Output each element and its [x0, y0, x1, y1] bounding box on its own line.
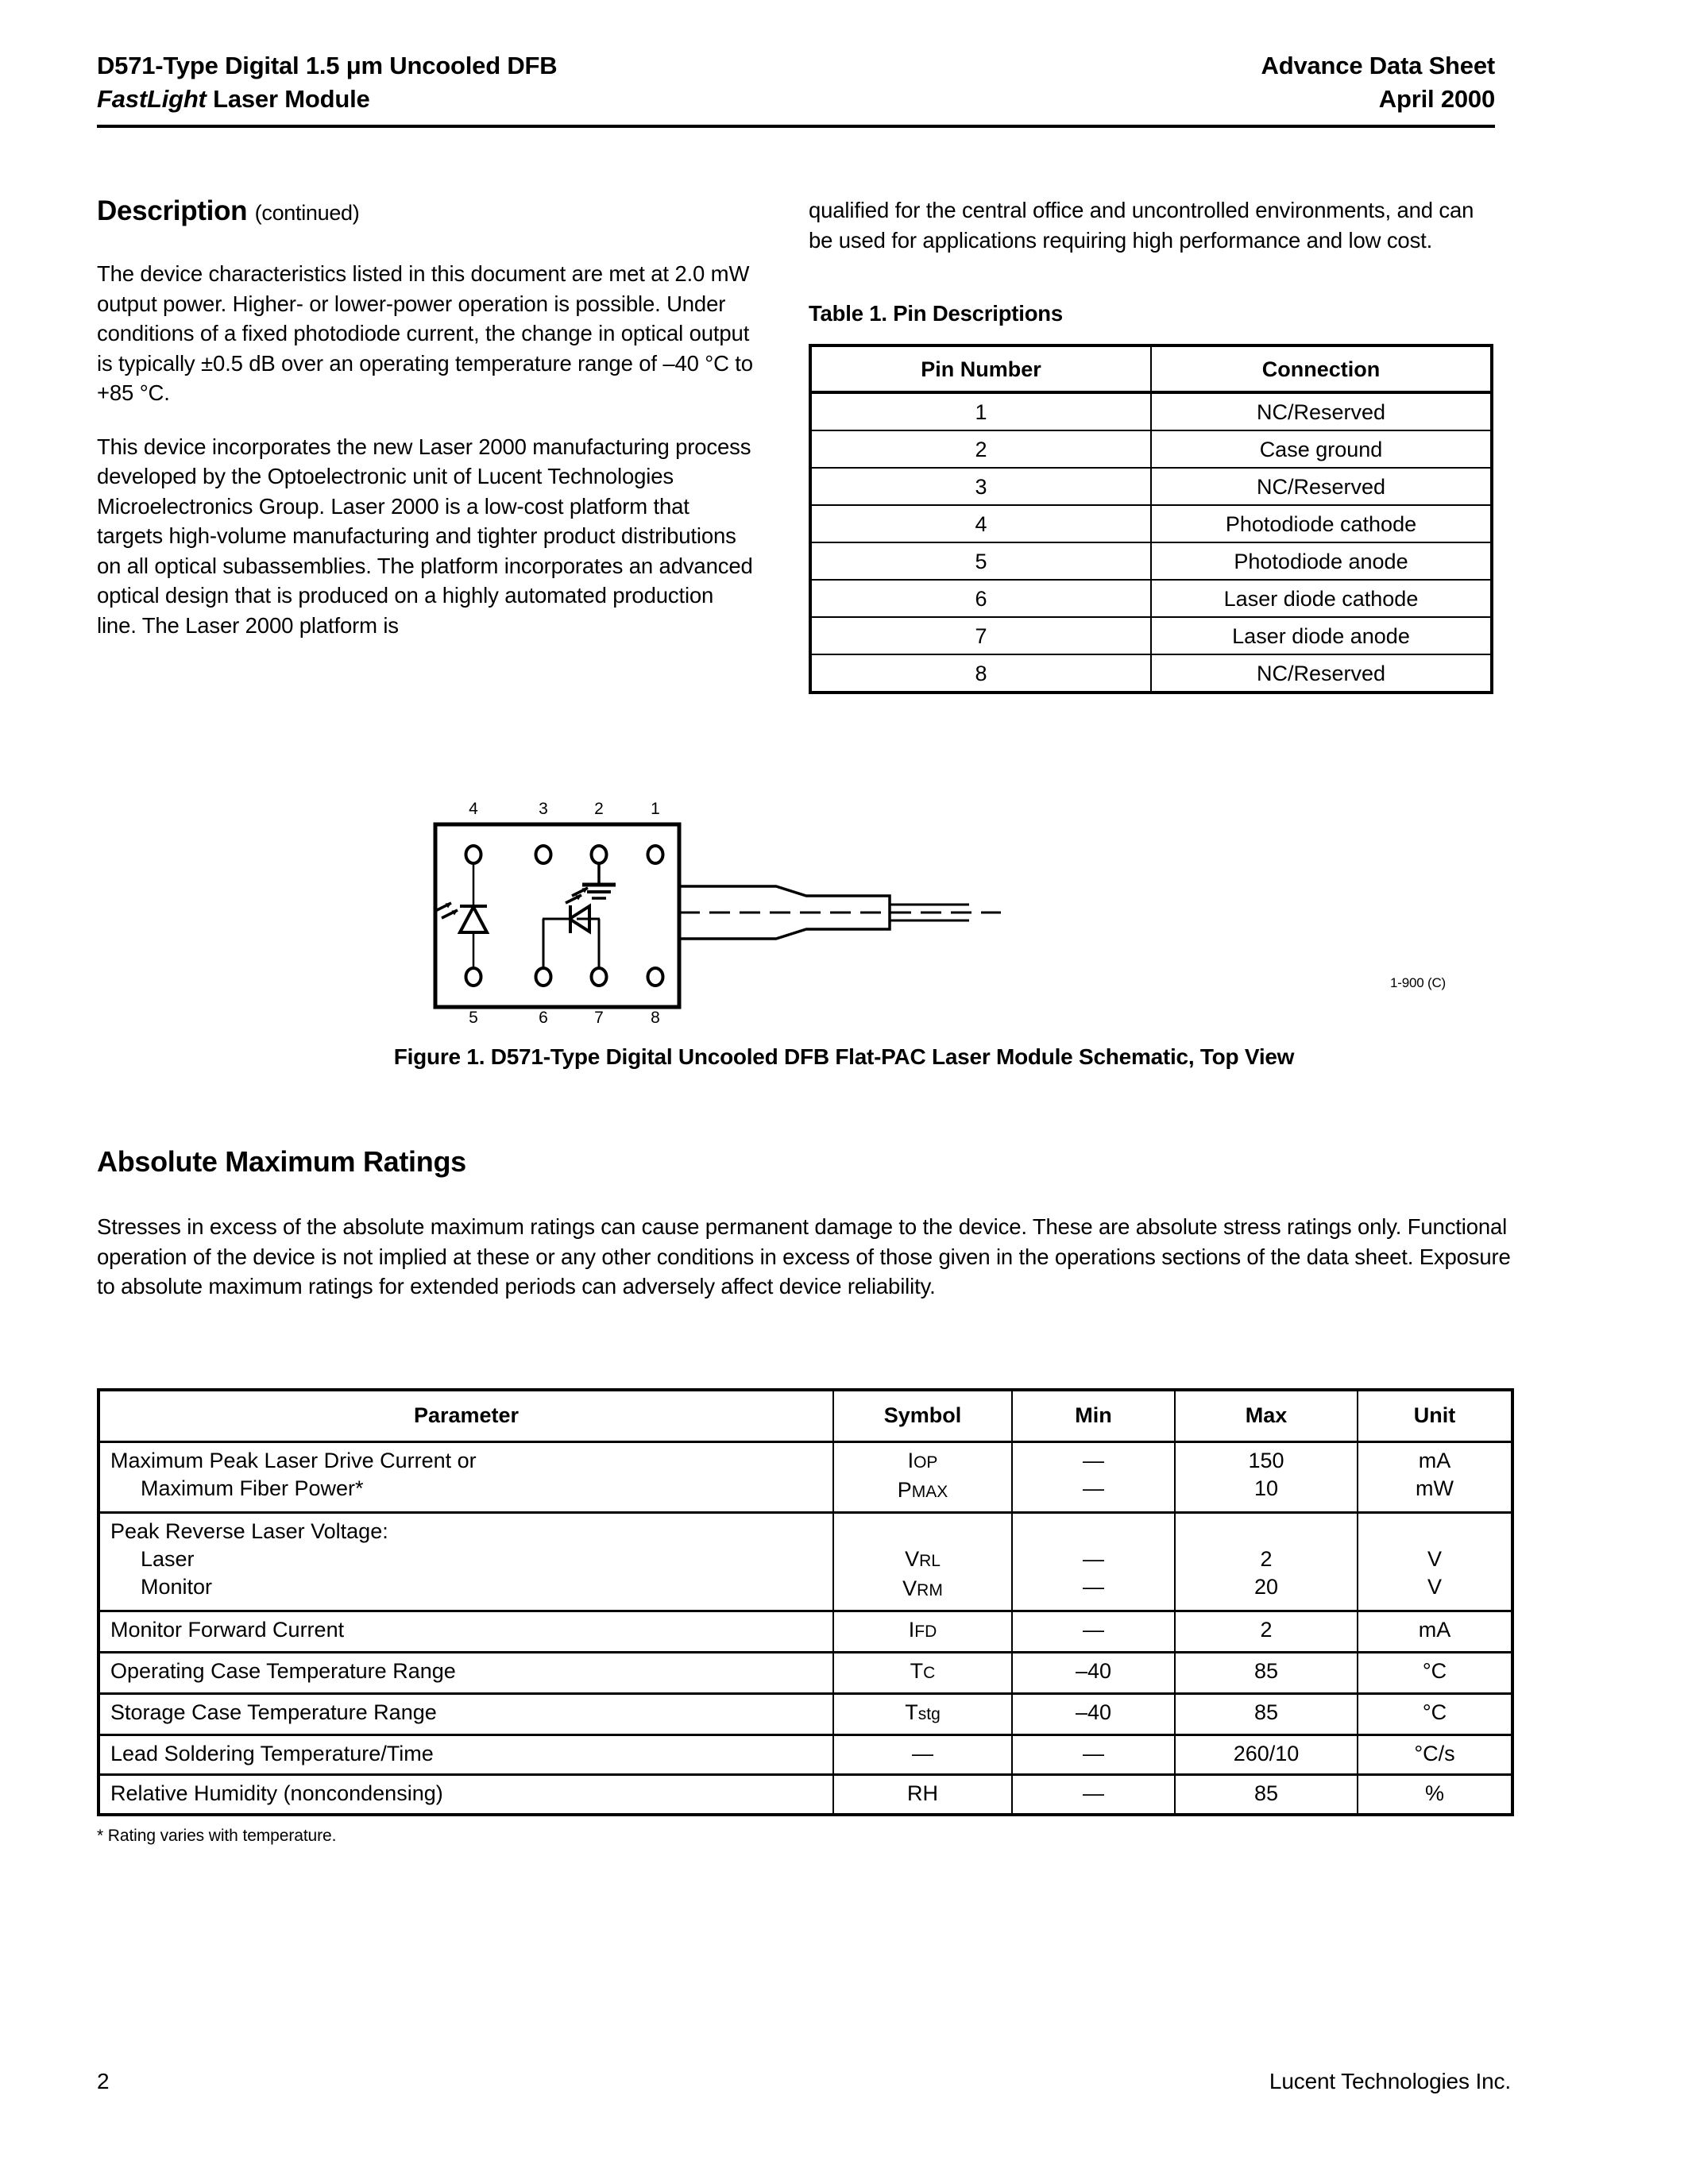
pin-number-cell: 4 [810, 505, 1151, 542]
pin-connection-cell: Photodiode anode [1151, 542, 1492, 580]
ratings-parameter-line: Peak Reverse Laser Voltage: [110, 1519, 388, 1543]
ratings-unit-cell [1358, 1442, 1512, 1513]
pin-label-top-1: 1 [651, 800, 660, 818]
ratings-max-cell [1175, 1694, 1358, 1735]
pin-table-head [810, 345, 1492, 392]
description-heading-continued: (continued) [254, 201, 360, 225]
ratings-min-cell [1012, 1653, 1175, 1694]
figure-1-caption: Figure 1. D571-Type Digital Uncooled DFB Flat-PAC Laser Module Schematic, Top View [393, 1044, 1295, 1069]
pad-3-icon [536, 846, 551, 863]
header-module-text: Laser Module [206, 85, 370, 113]
pad-1-icon [648, 846, 663, 863]
ratings-symbol-line: PMAX [897, 1478, 948, 1502]
ratings-table-wrap [97, 1388, 1511, 1816]
pin-table-col-pin-number: Pin Number [810, 345, 1151, 392]
photodiode-symbol-icon [435, 863, 487, 968]
ratings-parameter-line: Laser [141, 1547, 195, 1571]
left-column [97, 195, 756, 640]
laser-diode-symbol-icon [543, 888, 600, 968]
ratings-min-line: –40 [1075, 1700, 1112, 1724]
ratings-footnote: * Rating varies with temperature. [97, 1827, 337, 1845]
ratings-col-min: Min [1012, 1390, 1175, 1442]
ratings-unit-cell [1358, 1694, 1512, 1735]
header-brand-name: FastLight [97, 85, 207, 113]
ratings-parameter-line: Monitor Forward Current [110, 1618, 345, 1642]
ratings-symbol-cell [833, 1735, 1012, 1775]
ratings-min-line: — [1083, 1476, 1104, 1500]
description-heading [97, 195, 756, 229]
ratings-parameter-cell [98, 1442, 833, 1513]
ratings-col-unit: Unit [1358, 1390, 1512, 1442]
pin-table-col-connection: Connection [1151, 345, 1492, 392]
ratings-symbol-subscript: MAX [911, 1483, 948, 1501]
ratings-min-cell [1012, 1513, 1175, 1611]
pin-label-top-2: 2 [594, 800, 604, 818]
pin-descriptions-table [809, 344, 1493, 694]
laser-module-schematic [413, 794, 1112, 1024]
pad-8-icon [648, 968, 663, 986]
ratings-max-line: 85 [1253, 1659, 1279, 1683]
pin-connection-cell: Laser diode cathode [1151, 580, 1492, 617]
ratings-max-cell [1175, 1513, 1358, 1611]
ratings-min-line: — [1083, 1449, 1104, 1472]
page-number: 2 [97, 2069, 110, 2093]
ratings-symbol-subscript: RL [919, 1552, 941, 1570]
page-footer [97, 2069, 1511, 2094]
schematic-svg [413, 794, 1112, 1024]
header-product-pre: D571-Type Digital 1.5 [97, 52, 346, 79]
header-doc-type: Advance Data Sheet [1261, 52, 1495, 79]
pin-connection-cell: NC/Reserved [1151, 654, 1492, 693]
ratings-symbol-subscript: OP [914, 1453, 938, 1472]
ratings-symbol-subscript: C [923, 1664, 936, 1682]
pin-connection-cell: Photodiode cathode [1151, 505, 1492, 542]
pin-label-bottom-8: 8 [651, 1009, 660, 1024]
ratings-col-max: Max [1175, 1390, 1358, 1442]
header-product-line2 [97, 83, 370, 116]
pin-number-cell: 6 [810, 580, 1151, 617]
header-row-1 [97, 49, 1495, 83]
ratings-max-line: 10 [1253, 1476, 1279, 1500]
table-row [98, 1694, 1512, 1735]
pad-5-icon [466, 968, 481, 986]
table-row [98, 1442, 1512, 1513]
ratings-min-line [1013, 1518, 1174, 1545]
ratings-max-line: 85 [1253, 1781, 1279, 1805]
absolute-max-heading: Absolute Maximum Ratings [97, 1145, 466, 1178]
ratings-symbol-line: — [912, 1742, 933, 1765]
ground-symbol-icon [582, 863, 616, 898]
table-row [810, 505, 1492, 542]
ratings-symbol-subscript: RM [917, 1581, 943, 1599]
table-row [810, 580, 1492, 617]
ratings-parameter-line: Lead Soldering Temperature/Time [110, 1742, 434, 1765]
ratings-max-cell [1175, 1775, 1358, 1815]
table-row [810, 468, 1492, 505]
ratings-parameter-cell [98, 1694, 833, 1735]
ratings-table-header-row [98, 1390, 1512, 1442]
page-header [97, 49, 1495, 128]
pin-connection-cell: NC/Reserved [1151, 392, 1492, 430]
pin-number-cell: 8 [810, 654, 1151, 693]
pin-number-cell: 3 [810, 468, 1151, 505]
ratings-symbol-line: RH [907, 1781, 938, 1805]
ratings-parameter-cell [98, 1513, 833, 1611]
pin-label-bottom-5: 5 [469, 1009, 478, 1024]
ratings-unit-line: °C [1422, 1700, 1447, 1724]
description-paragraph-2: This device incorporates the new Laser 2000 manufacturing process developed by the Optoelectronic unit of Lucent Technologies Microelectronics Group. Laser 2000 is a low-cost platform that targets high-volume manufacturing and tighter product distributions on all optical subassemblies. The platform incorporates an advanced optical design that is produced on a highly automated production line. The Laser 2000 platform is [97, 434, 753, 638]
pad-6-icon [536, 968, 551, 986]
description-paragraph-1: The device characteristics listed in this document are met at 2.0 mW output power. Higher- or lower-power operation is possible. Under conditions of a fixed photodiode current, the change in optical output is typically ±0.5 dB over an operating temperature range of –40 °C to +85 °C. [97, 261, 753, 405]
table-row [810, 654, 1492, 693]
ratings-parameter-line: Operating Case Temperature Range [110, 1659, 456, 1683]
ratings-symbol-line: IFD [908, 1618, 937, 1642]
ratings-max-cell [1175, 1442, 1358, 1513]
ratings-max-line: 85 [1253, 1700, 1279, 1724]
pin-table-header-row [810, 345, 1492, 392]
ratings-unit-cell [1358, 1513, 1512, 1611]
table-row [810, 430, 1492, 468]
ratings-parameter-cell [98, 1775, 833, 1815]
figure-source-code: 1-900 (C) [1390, 975, 1447, 990]
header-product-line1 [97, 49, 557, 83]
pad-4-icon [466, 846, 481, 863]
absolute-max-paragraph: Stresses in excess of the absolute maximum ratings can cause permanent damage to the device. These are absolute stress ratings only. Functional operation of the device is not implied at these or any other conditions in excess of those given in the operations sections of the data sheet. Exposure to absolute maximum ratings for extended periods can adversely affect device reliability. [97, 1214, 1511, 1298]
ratings-symbol-cell [833, 1611, 1012, 1653]
ratings-symbol-cell [833, 1513, 1012, 1611]
ratings-min-cell [1012, 1775, 1175, 1815]
ratings-max-cell [1175, 1611, 1358, 1653]
right-column [809, 195, 1493, 694]
description-heading-text: Description [97, 195, 248, 226]
package-body-outline [435, 824, 679, 1007]
ratings-min-cell [1012, 1735, 1175, 1775]
ratings-unit-line: V [1427, 1575, 1442, 1599]
ratings-symbol-subscript: stg [917, 1705, 941, 1723]
header-row-2 [97, 83, 1495, 116]
ratings-min-line: — [1083, 1742, 1104, 1765]
ratings-min-line: — [1083, 1547, 1104, 1571]
ratings-symbol-cell [833, 1442, 1012, 1513]
ratings-max-line: 260/10 [1233, 1742, 1300, 1765]
ratings-min-cell [1012, 1694, 1175, 1735]
ratings-unit-line: % [1424, 1781, 1444, 1805]
ratings-max-line: 2 [1260, 1618, 1273, 1642]
ratings-unit-cell [1358, 1775, 1512, 1815]
ratings-symbol-cell [833, 1775, 1012, 1815]
ratings-min-cell [1012, 1442, 1175, 1513]
ratings-parameter-cell [98, 1653, 833, 1694]
ratings-max-line [1176, 1518, 1357, 1545]
ratings-unit-cell [1358, 1611, 1512, 1653]
ratings-unit-line: mA [1418, 1449, 1451, 1472]
ratings-max-line: 20 [1253, 1575, 1279, 1599]
header-product-post: Uncooled DFB [382, 52, 558, 79]
pin-label-bottom-6: 6 [539, 1009, 548, 1024]
ratings-symbol-cell [833, 1653, 1012, 1694]
ratings-parameter-line: Monitor [141, 1575, 213, 1599]
table-row [98, 1513, 1512, 1611]
absolute-maximum-ratings-section [97, 1145, 1511, 1302]
header-date: April 2000 [1378, 85, 1495, 113]
pin-number-cell: 1 [810, 392, 1151, 430]
table-row [98, 1611, 1512, 1653]
ratings-unit-line: V [1427, 1547, 1442, 1571]
pad-2-icon [592, 846, 607, 863]
ratings-parameter-line: Maximum Fiber Power* [141, 1476, 364, 1500]
pin-number-cell: 2 [810, 430, 1151, 468]
table-row [98, 1653, 1512, 1694]
ratings-parameter-cell [98, 1735, 833, 1775]
ratings-unit-line: °C/s [1414, 1742, 1455, 1765]
ratings-unit-line [1358, 1518, 1511, 1545]
ratings-min-line: –40 [1075, 1659, 1112, 1683]
ratings-max-line: 150 [1248, 1449, 1284, 1472]
ratings-symbol-cell [833, 1694, 1012, 1735]
table-row [810, 392, 1492, 430]
ratings-col-symbol: Symbol [833, 1390, 1012, 1442]
ratings-min-cell [1012, 1611, 1175, 1653]
ratings-max-cell [1175, 1653, 1358, 1694]
ratings-table-head [98, 1390, 1512, 1442]
ratings-unit-line: mA [1418, 1618, 1451, 1642]
ratings-symbol-subscript: FD [914, 1623, 937, 1641]
ratings-parameter-cell [98, 1611, 833, 1653]
ratings-min-line: — [1083, 1618, 1104, 1642]
ratings-unit-cell [1358, 1735, 1512, 1775]
ratings-col-parameter: Parameter [98, 1390, 833, 1442]
ratings-symbol-line [834, 1518, 1011, 1545]
pin-number-cell: 7 [810, 617, 1151, 654]
header-divider [97, 125, 1495, 128]
ratings-unit-cell [1358, 1653, 1512, 1694]
pin-label-bottom-7: 7 [594, 1009, 604, 1024]
table-row [98, 1775, 1512, 1815]
ratings-symbol-line: VRL [905, 1547, 941, 1571]
ratings-max-line: 2 [1260, 1547, 1273, 1571]
ratings-table-body [98, 1442, 1512, 1815]
ratings-unit-line: mW [1416, 1476, 1454, 1500]
description-paragraph-3: qualified for the central office and uncontrolled environments, and can be used for applications requiring high performance and low cost. [809, 198, 1474, 253]
ratings-min-line: — [1083, 1781, 1104, 1805]
ratings-symbol-line: TC [910, 1659, 936, 1683]
ratings-min-line: — [1083, 1575, 1104, 1599]
pad-7-icon [592, 968, 607, 986]
ratings-unit-line: °C [1422, 1659, 1447, 1683]
pin-label-top-4: 4 [469, 800, 478, 818]
table-row [810, 617, 1492, 654]
ratings-symbol-line: VRM [902, 1576, 943, 1600]
pin-connection-cell: Case ground [1151, 430, 1492, 468]
pin-table-title: Table 1. Pin Descriptions [809, 301, 1063, 326]
ratings-symbol-line: Tstg [905, 1700, 941, 1724]
pin-table-body [810, 392, 1492, 693]
footer-company: Lucent Technologies Inc. [1269, 2069, 1511, 2093]
pin-number-cell: 5 [810, 542, 1151, 580]
absolute-maximum-ratings-table [97, 1388, 1514, 1816]
ratings-parameter-line: Storage Case Temperature Range [110, 1700, 437, 1724]
ratings-parameter-line: Relative Humidity (noncondensing) [110, 1781, 443, 1805]
pin-connection-cell: NC/Reserved [1151, 468, 1492, 505]
ratings-symbol-line: IOP [907, 1449, 938, 1472]
table-row [98, 1735, 1512, 1775]
pin-connection-cell: Laser diode anode [1151, 617, 1492, 654]
table-row [810, 542, 1492, 580]
ratings-parameter-line: Maximum Peak Laser Drive Current or [110, 1449, 477, 1472]
fiber-pigtail [679, 886, 1001, 939]
header-micron-symbol: μm [346, 52, 383, 79]
pin-label-top-3: 3 [539, 800, 548, 818]
ratings-max-cell [1175, 1735, 1358, 1775]
